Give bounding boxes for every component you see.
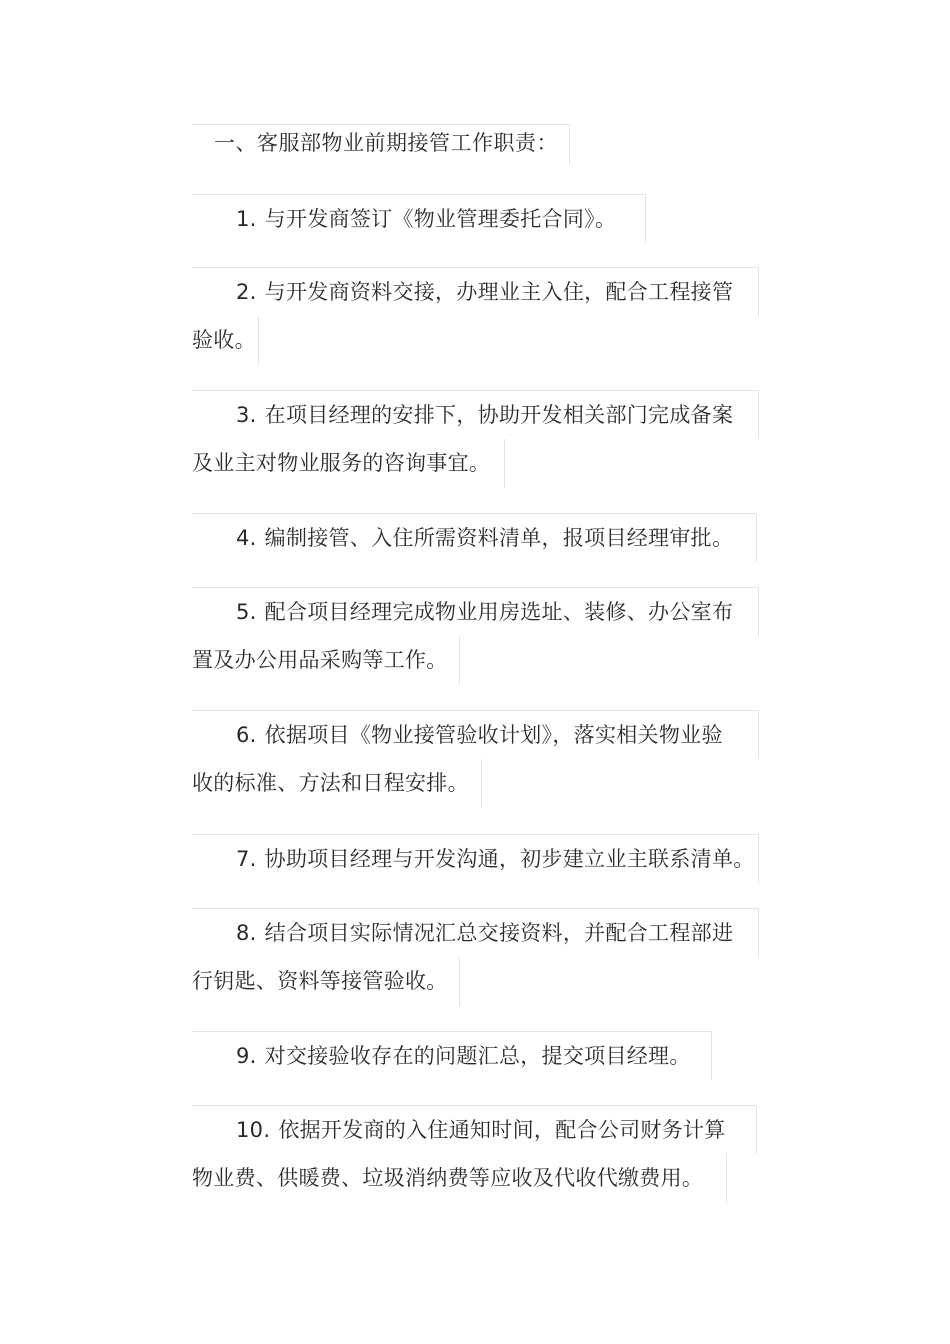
list-item-line — [192, 513, 757, 562]
list-item-line — [192, 1105, 757, 1154]
item-text-continued: 收的标准、方法和日程安排。 — [192, 759, 482, 808]
item-text: 在项目经理的安排下，协助开发相关部门完成备案 — [264, 403, 734, 427]
item-text: 协助项目经理与开发沟通，初步建立业主联系清单。 — [264, 847, 755, 871]
list-item-line — [192, 1031, 712, 1080]
list-item-2 — [192, 267, 759, 365]
list-item-6 — [192, 710, 759, 808]
list-item-4 — [192, 513, 757, 562]
item-text: 依据项目《物业接管验收计划》，落实相关物业验 — [264, 723, 723, 747]
section-heading: 一、客服部物业前期接管工作职责： — [192, 124, 570, 164]
list-item-line — [192, 587, 759, 636]
list-item-line — [192, 194, 646, 243]
list-item-line — [192, 834, 759, 883]
item-number: 5. — [236, 600, 257, 624]
item-number: 1. — [236, 207, 257, 231]
item-number: 10. — [236, 1118, 271, 1142]
item-text: 与开发商签订《物业管理委托合同》。 — [264, 207, 617, 231]
item-number: 9. — [236, 1044, 257, 1068]
list-item-5 — [192, 587, 759, 685]
item-number: 6. — [236, 723, 257, 747]
item-text-continued: 验收。 — [192, 316, 259, 365]
item-number: 7. — [236, 847, 257, 871]
list-item-9 — [192, 1031, 712, 1080]
list-item-line — [192, 908, 759, 957]
item-text-continued: 及业主对物业服务的咨询事宜。 — [192, 439, 505, 488]
item-text: 结合项目实际情况汇总交接资料，并配合工程部进 — [264, 921, 734, 945]
item-text-continued: 行钥匙、资料等接管验收。 — [192, 957, 460, 1006]
list-item-3 — [192, 390, 759, 488]
item-number: 2. — [236, 280, 257, 304]
item-text: 对交接验收存在的问题汇总，提交项目经理。 — [264, 1044, 691, 1068]
list-item-10 — [192, 1105, 757, 1203]
list-item-1 — [192, 194, 646, 243]
item-number: 4. — [236, 526, 257, 550]
list-item-line — [192, 390, 759, 439]
item-text-continued: 置及办公用品采购等工作。 — [192, 636, 460, 685]
item-text: 编制接管、入住所需资料清单，报项目经理审批。 — [264, 526, 734, 550]
item-number: 3. — [236, 403, 257, 427]
list-item-line — [192, 710, 759, 759]
list-item-8 — [192, 908, 759, 1006]
item-text: 与开发商资料交接，办理业主入住，配合工程接管 — [264, 280, 734, 304]
list-item-7 — [192, 834, 759, 883]
item-text: 配合项目经理完成物业用房选址、装修、办公室布 — [264, 600, 734, 624]
item-number: 8. — [236, 921, 257, 945]
item-text-continued: 物业费、供暖费、垃圾消纳费等应收及代收代缴费用。 — [192, 1154, 727, 1203]
list-item-line — [192, 267, 759, 316]
item-text: 依据开发商的入住通知时间，配合公司财务计算 — [278, 1118, 726, 1142]
